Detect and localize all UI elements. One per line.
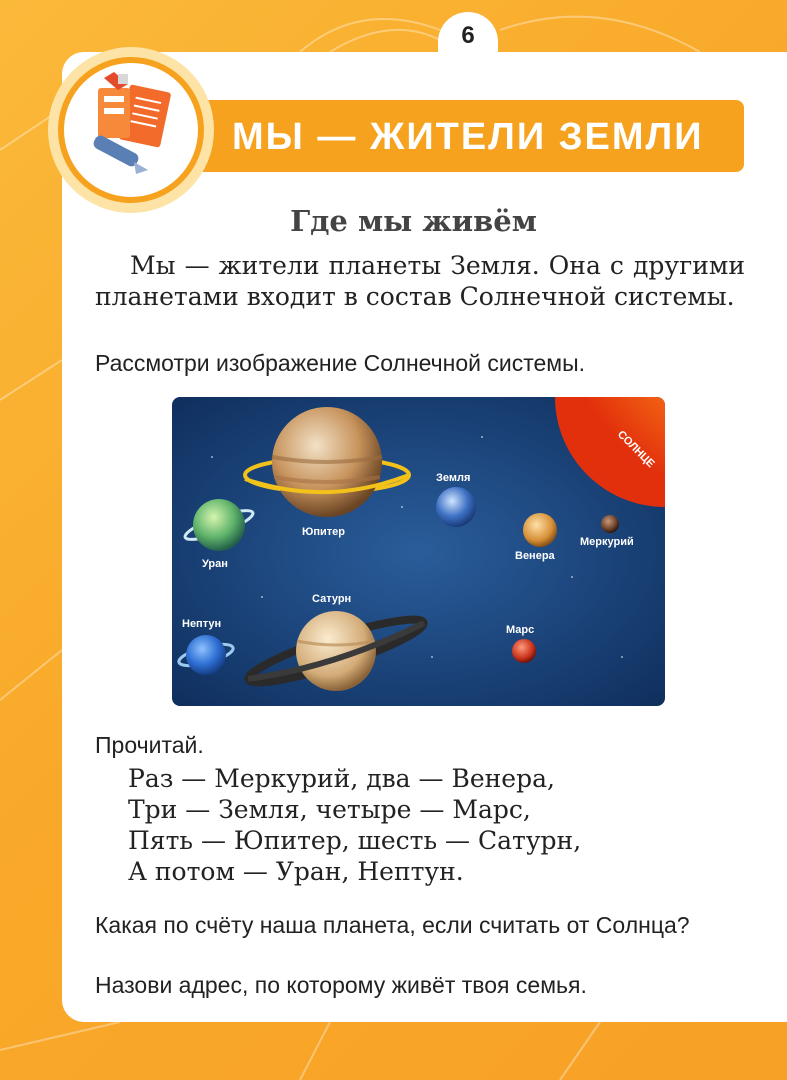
neptune-label: Нептун xyxy=(182,618,222,630)
mercury-label: Меркурий xyxy=(580,536,634,548)
task-read-instruction: Прочитай. xyxy=(95,732,204,758)
book-pencil-icon xyxy=(84,68,180,178)
mars xyxy=(512,639,536,663)
earth xyxy=(436,487,476,527)
uranus xyxy=(193,499,245,551)
saturn-label: Сатурн xyxy=(312,593,352,605)
intro-paragraph: Мы — жители планеты Земля. Она с другими планетами входит в состав Солнечной системы. xyxy=(95,251,745,311)
chapter-title: МЫ — ЖИТЕЛИ ЗЕМЛИ xyxy=(232,116,704,158)
section-heading: Где мы живём xyxy=(290,204,537,238)
neptune xyxy=(186,635,226,675)
uranus-label: Уран xyxy=(202,558,228,570)
poem-line: Три — Земля, четыре — Марс, xyxy=(128,795,531,824)
page-number-tab xyxy=(438,12,498,54)
poem-line: Раз — Меркурий, два — Венера, xyxy=(128,764,555,793)
task-look-instruction: Рассмотри изображение Солнечной системы. xyxy=(95,350,586,376)
solar-system-image xyxy=(172,397,665,706)
poem xyxy=(128,763,581,887)
sun-label: СОЛНЦЕ xyxy=(614,428,657,471)
mars-label: Марс xyxy=(506,624,535,636)
poem-line: Пять — Юпитер, шесть — Сатурн, xyxy=(128,826,582,855)
address-task: Назови адрес, по которому живёт твоя семья. xyxy=(95,972,587,998)
question-text: Какая по счёту наша планета, если считать от Солнца? xyxy=(95,912,690,938)
venus xyxy=(523,513,557,547)
page-number: 6 xyxy=(461,22,475,49)
earth-label: Земля xyxy=(436,472,471,484)
mercury xyxy=(601,515,619,533)
jupiter-label: Юпитер xyxy=(302,526,345,538)
poem-line: А потом — Уран, Нептун. xyxy=(128,857,464,886)
venus-label: Венера xyxy=(515,550,555,562)
